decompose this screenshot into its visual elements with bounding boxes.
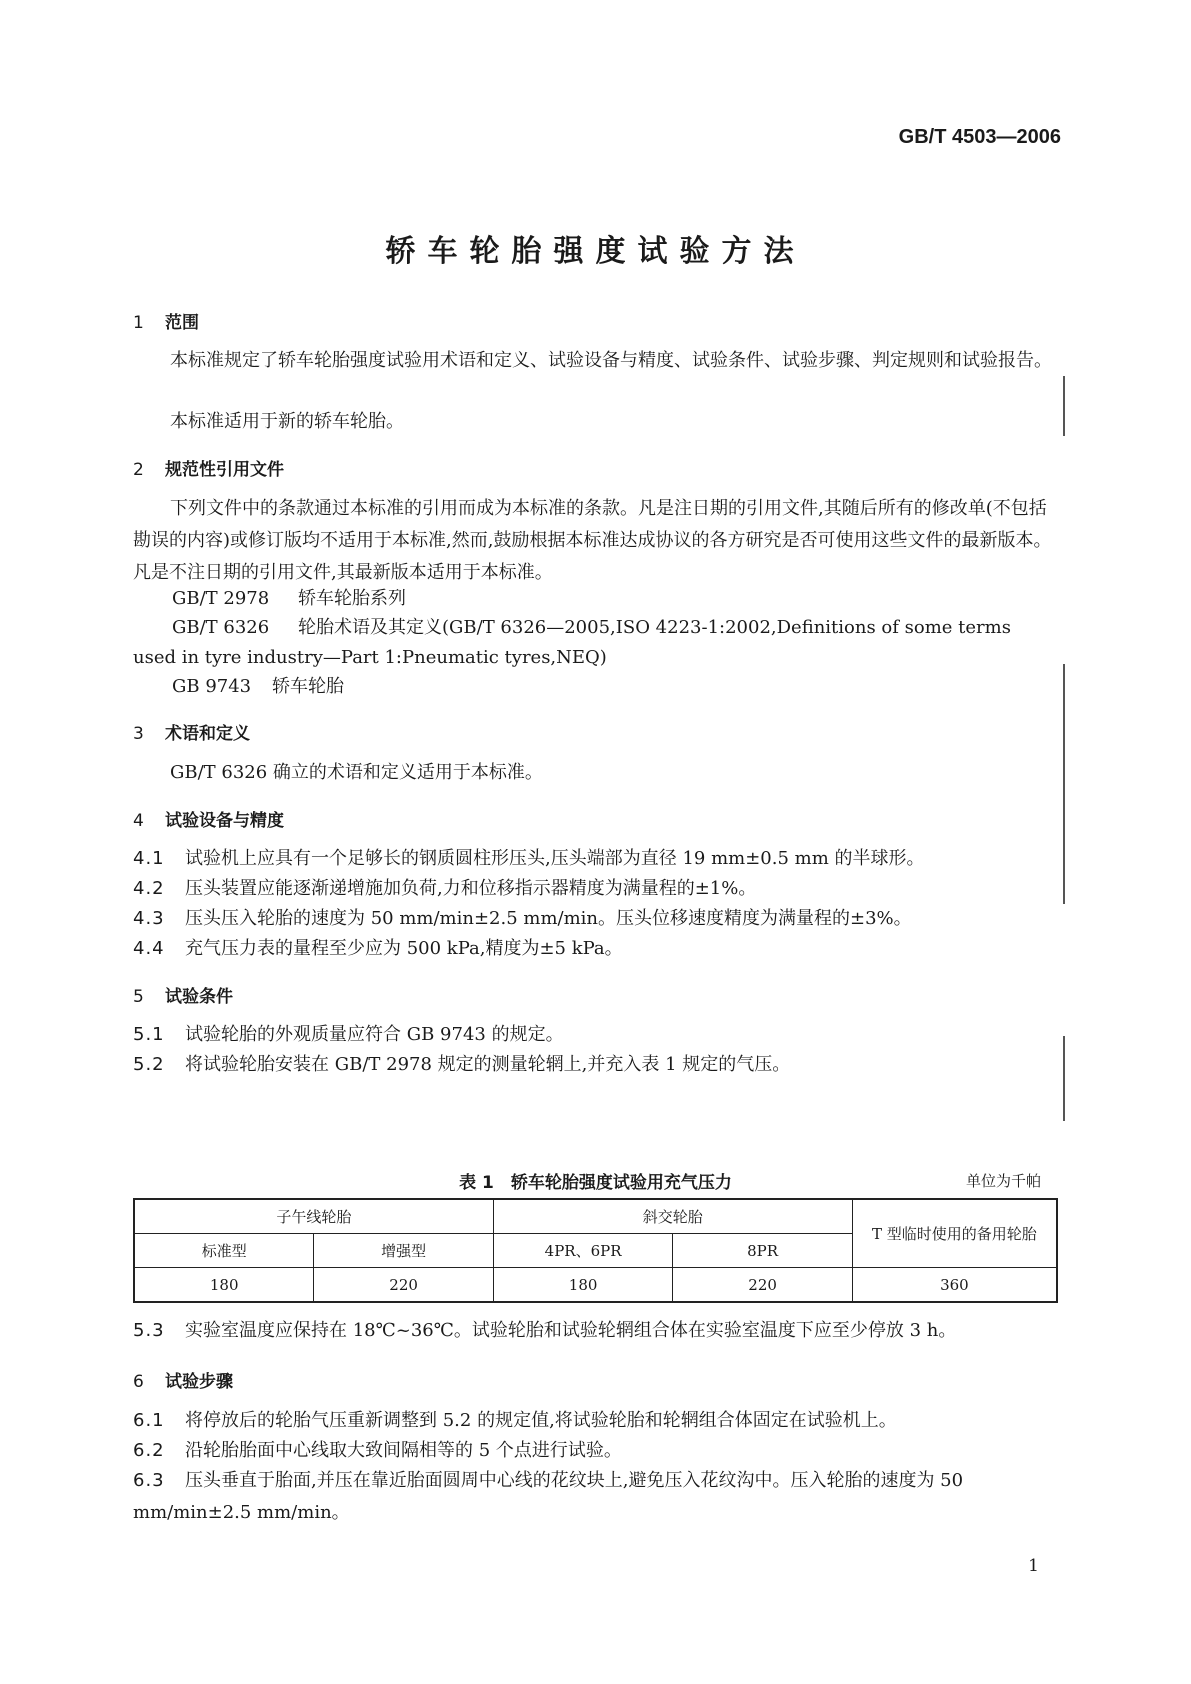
reference-title: 轿车轮胎 [272,676,344,697]
clause-text: 试验轮胎的外观质量应符合 GB 9743 的规定。 [185,1024,564,1045]
clause-number: 6.3 [133,1470,165,1491]
table-cell: 220 [673,1268,852,1303]
table-unit: 单位为千帕 [965,1172,1041,1190]
clause-number: 6.2 [133,1440,165,1461]
pressure-table [133,1198,1058,1303]
clause-number: 5.1 [133,1024,165,1045]
reference-code: GB/T 6326 [172,617,270,638]
reference-title: 轿车轮胎系列 [298,588,406,609]
clause-number: 4.4 [133,938,165,959]
clause-item [133,843,1058,875]
section-1-paragraph-2: 本标准适用于新的轿车轮胎。 [170,411,404,432]
table-cell: 360 [852,1268,1057,1303]
clause-item [133,1315,1073,1347]
table-cell: 180 [134,1268,314,1303]
reference-item [172,583,406,615]
section-3-paragraph-1: GB/T 6326 确立的术语和定义适用于本标准。 [170,762,543,783]
table-caption: 表 1 轿车轮胎强度试验用充气压力 [459,1173,732,1193]
section-number: 4 [133,811,144,831]
section-title: 试验条件 [165,987,233,1007]
revision-bar [1063,376,1065,436]
section-1-heading [133,308,199,333]
section-title: 试验步骤 [165,1372,233,1392]
revision-bar [1063,664,1065,904]
clause-item [133,1019,1058,1051]
clause-item [133,1405,1058,1437]
clause-text: 充气压力表的量程至少应为 500 kPa,精度为±5 kPa。 [185,938,623,959]
section-6-heading [133,1367,233,1392]
clause-text: 压头垂直于胎面,并压在靠近胎面圆周中心线的花纹块上,避免压入花纹沟中。压入轮胎的速度为 50 mm/min±2.5 mm/min。 [133,1470,964,1523]
clause-item [133,1435,1058,1467]
clause-text: 沿轮胎胎面中心线取大致间隔相等的 5 个点进行试验。 [185,1440,622,1461]
section-3-heading [133,719,250,744]
clause-number: 5.3 [133,1320,165,1341]
section-title: 规范性引用文件 [165,460,284,480]
reference-continuation: used in tyre industry—Part 1:Pneumatic tyres,NEQ) [133,647,607,668]
section-title: 范围 [165,313,199,333]
section-number: 5 [133,987,144,1007]
section-title: 试验设备与精度 [165,811,284,831]
section-number: 6 [133,1372,144,1392]
clause-item [133,1049,1058,1081]
table-cell: 220 [314,1268,493,1303]
table-header-bias: 斜交轮胎 [493,1199,852,1234]
clause-item [133,873,1058,905]
section-1-paragraph-1: 本标准规定了轿车轮胎强度试验用术语和定义、试验设备与精度、试验条件、试验步骤、判定规则和试验报告。 [170,350,1052,371]
page-title: 轿车轮胎强度试验方法 [385,234,806,269]
clause-number: 5.2 [133,1054,165,1075]
reference-item [172,612,1062,644]
reference-code: GB/T 2978 [172,588,270,609]
section-2-paragraph-1: 下列文件中的条款通过本标准的引用而成为本标准的条款。凡是注日期的引用文件,其随后所有的修改单(不包括勘误的内容)或修订版均不适用于本标准,然而,鼓励根据本标准达成协议的各方研究是否可使用这些文件的最新版本。凡是不注日期的引用文件,其最新版本适用于本标准。 [133,498,1052,583]
clause-text: 实验室温度应保持在 18℃~36℃。试验轮胎和试验轮辋组合体在实验室温度下应至少停放 3 h。 [185,1320,957,1341]
clause-item [133,933,1058,965]
clause-text: 压头压入轮胎的速度为 50 mm/min±2.5 mm/min。压头位移速度精度为满量程的±3%。 [185,908,912,929]
clause-text: 压头装置应能逐渐递增施加负荷,力和位移指示器精度为满量程的±1%。 [185,878,757,899]
table-cell: 180 [493,1268,673,1303]
table-subheader: 4PR、6PR [493,1234,673,1268]
table-subheader: 标准型 [134,1234,314,1268]
reference-title: 轮胎术语及其定义(GB/T 6326—2005,ISO 4223-1:2002,Definitions of some terms [298,617,1011,638]
reference-item [172,671,344,703]
clause-number: 4.1 [133,848,165,869]
clause-number: 4.2 [133,878,165,899]
section-number: 3 [133,724,144,744]
clause-text: 试验机上应具有一个足够长的钢质圆柱形压头,压头端部为直径 19 mm±0.5 mm 的半球形。 [185,848,925,869]
section-4-heading [133,806,284,831]
table-subheader: 增强型 [314,1234,493,1268]
clause-item [133,1465,1058,1529]
section-2-heading [133,455,284,480]
table-header-spare: T 型临时使用的备用轮胎 [852,1199,1057,1268]
section-number: 2 [133,460,144,480]
clause-item [133,903,1058,935]
reference-code: GB 9743 [172,676,252,697]
revision-bar [1063,1036,1065,1121]
document-id: GB/T 4503—2006 [898,126,1061,148]
table-header-radial: 子午线轮胎 [134,1199,493,1234]
section-title: 术语和定义 [165,724,250,744]
clause-text: 将停放后的轮胎气压重新调整到 5.2 的规定值,将试验轮胎和轮辋组合体固定在试验机上。 [185,1410,897,1431]
section-5-heading [133,982,233,1007]
clause-number: 6.1 [133,1410,165,1431]
clause-number: 4.3 [133,908,165,929]
table-subheader: 8PR [673,1234,852,1268]
page-number: 1 [1028,1556,1039,1576]
section-number: 1 [133,313,144,333]
clause-text: 将试验轮胎安装在 GB/T 2978 规定的测量轮辋上,并充入表 1 规定的气压。 [185,1054,791,1075]
